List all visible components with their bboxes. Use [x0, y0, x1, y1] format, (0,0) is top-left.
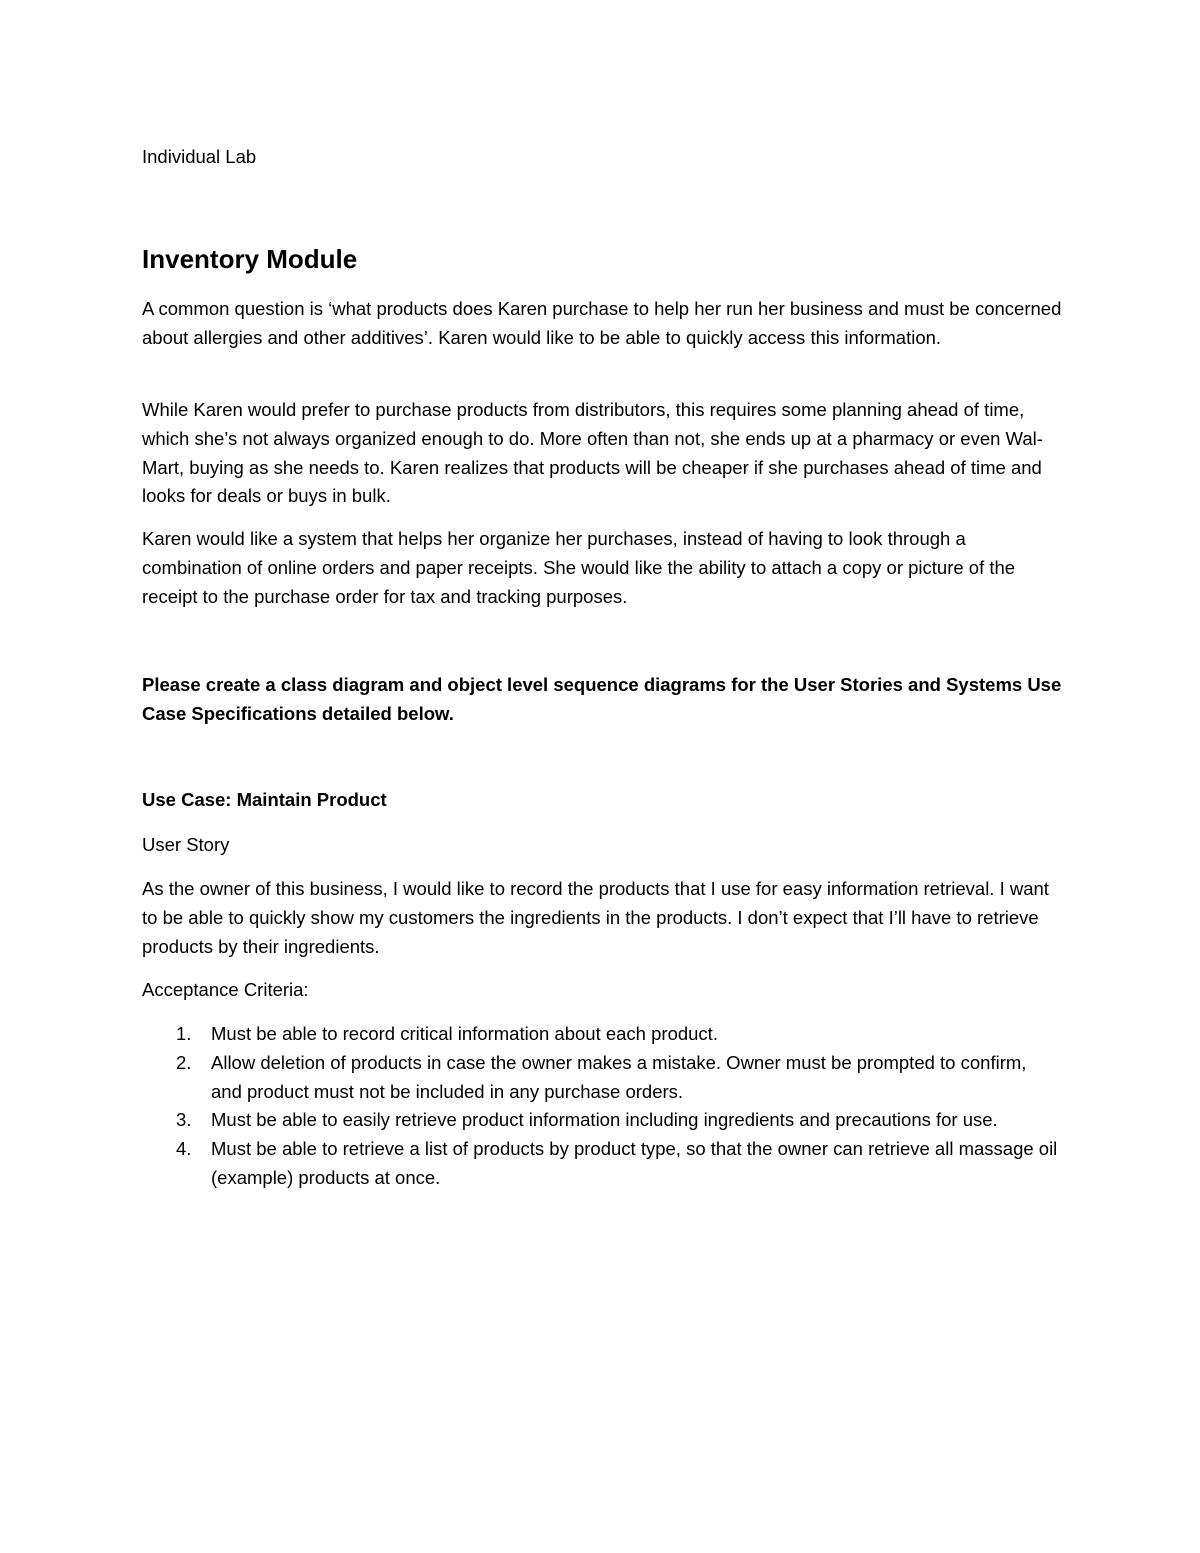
intro-paragraph: A common question is ‘what products does Karen purchase to help her run her business and must be concerned about allergies and other additives’. Karen would like to be able to quickly access this information. — [142, 298, 1062, 348]
criteria-item — [142, 1020, 1062, 1049]
criteria-number: 3. — [176, 1109, 192, 1131]
acceptance-criteria-list — [142, 1020, 1062, 1193]
assignment-instruction: Please create a class diagram and object level sequence diagrams for the User Stories and Systems Use Case Specifications detailed below. — [142, 674, 1062, 724]
module-heading: Inventory Module — [142, 244, 358, 274]
acceptance-criteria-label: Acceptance Criteria: — [142, 979, 309, 1000]
criteria-text: Must be able to record critical information about each product. — [211, 1023, 718, 1044]
criteria-item — [142, 1106, 1062, 1135]
criteria-number: 4. — [176, 1138, 192, 1160]
system-need-paragraph: Karen would like a system that helps her organize her purchases, instead of having to look through a combination of online orders and paper receipts. She would like the ability to attach a copy or picture of the receipt to the purchase order for tax and tracking purposes. — [142, 528, 1016, 607]
criteria-number: 2. — [176, 1051, 192, 1073]
criteria-text: Must be able to easily retrieve product information including ingredients and precautions for use. — [211, 1109, 998, 1131]
criteria-item — [142, 1049, 1062, 1107]
criteria-text: Allow deletion of products in case the owner makes a mistake. Owner must be prompted to confirm, and product must not be included in any purchase orders. — [211, 1051, 1027, 1102]
user-story-text: As the owner of this business, I would like to record the products that I use for easy information retrieval. I want to be able to quickly show my customers the ingredients in the products. I don’t expect that I’ll have to retrieve products by their ingredients. — [142, 878, 1049, 957]
user-story-label: User Story — [142, 834, 230, 855]
criteria-text: Must be able to retrieve a list of products by product type, so that the owner can retrieve all massage oil (example) products at once. — [211, 1138, 1058, 1188]
criteria-item — [142, 1135, 1062, 1193]
criteria-number: 1. — [176, 1023, 192, 1044]
course-title: Individual Lab — [142, 146, 257, 167]
use-case-heading: Use Case: Maintain Product — [142, 789, 387, 810]
purchasing-paragraph: While Karen would prefer to purchase products from distributors, this requires some planning ahead of time, which she’s not always organized enough to do. More often than not, she ends up at a pharmacy or even Wal-Mart, buying as she needs to. Karen realizes that products will be cheaper if she purchases ahead of time and looks for deals or buys in bulk. — [142, 399, 1043, 507]
